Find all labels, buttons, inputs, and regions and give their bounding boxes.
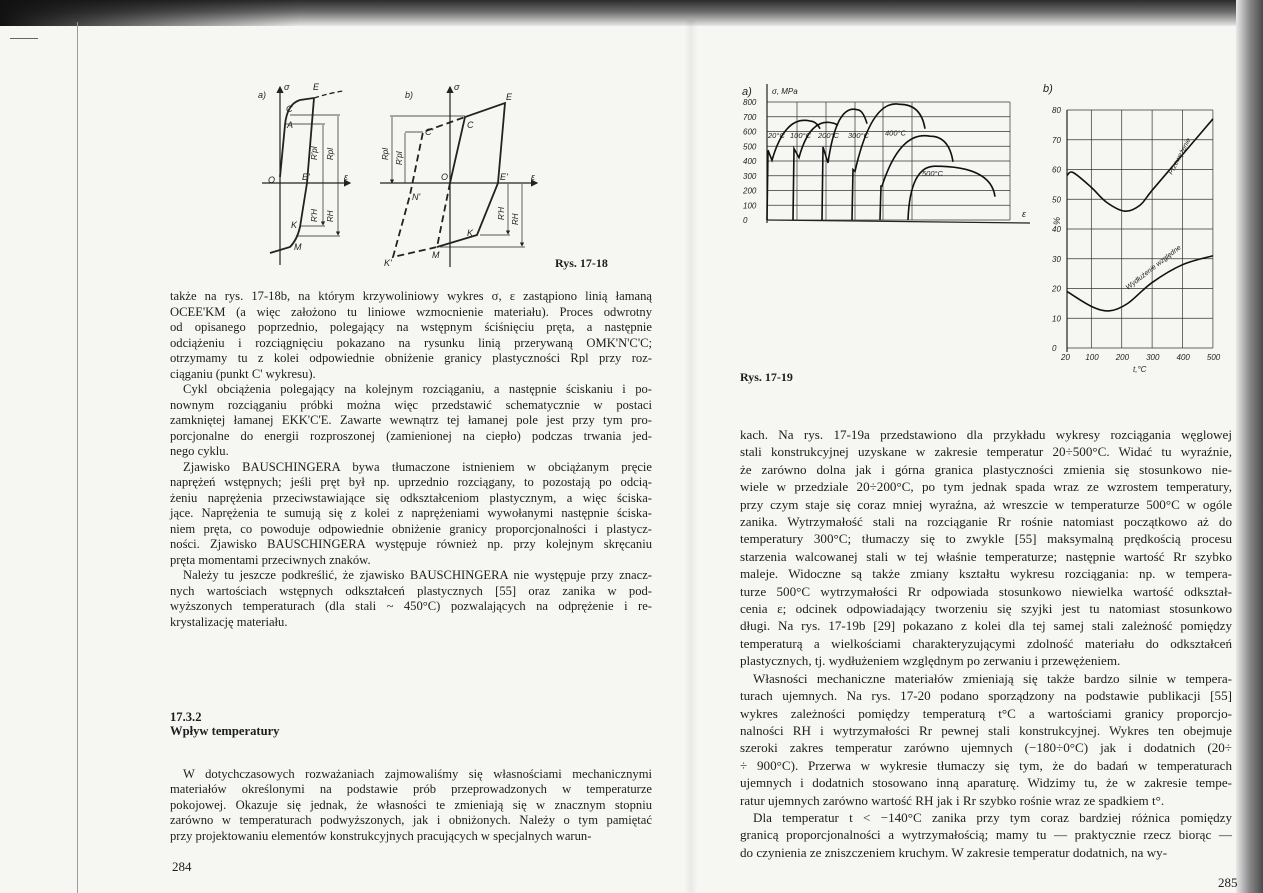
text-line: stali konstrukcyjnej uzyskane w zakresie temperatur 20÷500°C. Widać tu wyraźnie, xyxy=(740,444,1232,460)
label-E-prime: E' xyxy=(302,172,310,182)
text-line: krystalizację materiału. xyxy=(170,614,288,629)
curve-label: 500°C xyxy=(922,168,943,178)
text-line: przy projektowaniu elementów konstrukcyjnych pracujących w specjalnych warun- xyxy=(170,828,592,843)
label-rh-prime-b: R'H xyxy=(497,206,506,220)
text-line: Należy tu jeszcze podkreślić, że zjawisko BAUSCHINGERA nie występuje przy znacz- xyxy=(183,568,652,582)
label-epsilon: ε xyxy=(344,172,348,182)
left-page-section-body xyxy=(170,767,652,844)
label-C-b: C xyxy=(467,120,474,130)
y-tick-label-a: 600 xyxy=(743,127,757,137)
text-line: porcjonalne do energii rozproszonej (zamienionej na ciepło) podczas trwania jed- xyxy=(170,428,652,443)
label-rpl: Rpl xyxy=(326,147,335,160)
y-axis-label-b: % xyxy=(1052,216,1062,225)
y-tick-label-b: 60 xyxy=(1052,165,1061,175)
label-K: K xyxy=(291,220,298,230)
y-tick-label-a: 400 xyxy=(743,157,757,166)
text-line: wykres zależności pomiędzy temperaturą t°C a wartościami granicy proporcjo- xyxy=(740,705,1232,721)
text-line: Cykl obciążenia polegający na kolejnym rozciąganiu, a następnie ściskaniu i po- xyxy=(183,382,652,396)
label-rpl-b: Rpl xyxy=(381,147,390,160)
y-tick-label-b: 20 xyxy=(1052,284,1061,294)
figure-caption-17-19: Rys. 17-19 xyxy=(740,370,793,384)
text-line: wiele w przedziale 20÷200°C, po tym jednak spada wraz ze wzrostem temperatury, xyxy=(740,479,1232,495)
text-line: granicą proporcjonalności a wytrzymałością; mamy tu — praktycznie rzecz biorąc — xyxy=(740,827,1232,843)
text-line: ÷ 900°C). Przerwa w wykresie tłumaczy się tym, że do badań w temperaturach xyxy=(740,757,1232,773)
stress-strain-curve xyxy=(852,104,925,220)
y-tick-label-a: 0 xyxy=(743,216,748,225)
text-line: wyższonych temperaturach (dla stali ~ 450°C) pozwalających na odprężenie i re- xyxy=(170,599,652,613)
y-tick-label-b: 10 xyxy=(1052,314,1061,324)
label-A: A xyxy=(287,120,294,130)
y-tick-label-b: 50 xyxy=(1052,195,1061,205)
x-tick-label-b: 300 xyxy=(1146,353,1160,362)
text-line: OCEE'KM (a więc założono tu liniowe wzmocnienie materiału). Proces odwrotny xyxy=(170,304,652,319)
text-line: zanika. Wytrzymałość stali na rozciąganie Rr rośnie natomiast początkowo aż do xyxy=(740,514,1232,530)
curve-label: 300°C xyxy=(848,131,869,141)
text-line: ności. Zjawisko BAUSCHINGERA występuje również np. przy kolejnym skręcaniu xyxy=(170,537,652,551)
label-E-prime-b: E' xyxy=(500,172,508,182)
figure-caption-17-18: Rys. 17-18 xyxy=(555,256,608,270)
label-O-b: O xyxy=(441,172,449,182)
curve-label-wydluzenie: Wydłużenie względne xyxy=(1124,244,1183,292)
text-line: kach. Na rys. 17-19a przedstawiono dla przykładu wykresy rozciągania węglowej xyxy=(740,427,1232,442)
text-line: jące. Naprężenia te sumują się z kolei z naprężeniami wywołanymi następnie ściska- xyxy=(170,506,652,520)
text-line: nych wartościach wstępnych odkształceń plastycznych [55] oraz zanika w pod- xyxy=(170,583,652,598)
text-line: przy czym staje się coraz mniej wyraźna, aż wreszcie w temperaturze 500°C w ogóle xyxy=(740,496,1232,512)
y-axis-label-a: σ, MPa xyxy=(772,87,798,96)
text-line: długi. Na rys. 17-19b [29] pokazano z kolei dla tej samej stali zależność pomiędzy xyxy=(740,618,1232,634)
x-tick-label-b: 500 xyxy=(1206,353,1221,362)
label-sigma-b: σ xyxy=(454,82,460,92)
label-M-b: M xyxy=(432,250,440,260)
text-line: ciąganiu (punkt C' wykresu). xyxy=(170,366,316,381)
label-E-b: E xyxy=(506,92,513,102)
text-line: materiałów określonymi na podstawie prób przeprowadzonych w temperaturze xyxy=(170,782,652,797)
text-line: plastycznych, tj. wydłużeniem względnym po zerwaniu i przewężeniem. xyxy=(740,653,1121,669)
panel-label-b: b) xyxy=(405,90,414,100)
page-number-right: 285 xyxy=(1218,875,1238,890)
left-page-body xyxy=(170,289,652,630)
section-number: 17.3.2 xyxy=(170,710,202,724)
x-tick-label-b: 200 xyxy=(1115,353,1130,362)
reduction-of-area-curve xyxy=(1067,119,1213,211)
curve-label: 200°C xyxy=(818,131,839,141)
label-C: C xyxy=(286,104,293,114)
text-line: do czynienia ze zniszczeniem kruchym. W zakresie temperatur dodatnich, na wy- xyxy=(740,844,1168,860)
text-line: że zarówno dolna jak i górna granica plastyczności zmienia się stosunkowo nie- xyxy=(740,461,1232,477)
chart-a-title: a) xyxy=(742,86,752,98)
x-tick-label-b: 400 xyxy=(1176,353,1190,362)
text-line: odciążeniu i rozciągnięciu pokazano na rysunku linią przerywaną OMK'N'C'C; xyxy=(170,335,652,350)
label-rpl-prime: R'pl xyxy=(310,146,319,160)
label-E: E xyxy=(313,82,320,92)
section-title: Wpływ temperatury xyxy=(170,724,280,738)
text-line: zarówno w temperaturach podwyższonych, jak i obniżonych. Należy o tym pamiętać xyxy=(170,813,652,828)
y-tick-label-a: 800 xyxy=(743,98,757,107)
x-axis-label-b: t,°C xyxy=(1133,365,1147,374)
curve-label: 400°C xyxy=(885,128,906,138)
text-line: żeniu naprężenia przeciwstawiające się odkształceniom plastycznym, a więc ściska- xyxy=(170,490,652,505)
x-axis-a xyxy=(767,220,1030,223)
page-number-left: 284 xyxy=(172,859,192,874)
text-line: pokojowej. Okazuje się jednak, że własności te zmieniają się w znacznym stopniu xyxy=(170,797,652,812)
y-tick-label-b: 40 xyxy=(1052,225,1061,234)
text-line: ujemnych i dodatnich stosowano inną aparaturę. Widzimy tu, że w zakresie tempe- xyxy=(740,775,1232,791)
label-rh-prime: R'H xyxy=(310,208,319,222)
y-tick-label-a: 300 xyxy=(743,171,757,181)
text-line: nownym rozciąganiu próbki można więc przedstawić schematycznie w postaci xyxy=(170,397,652,412)
y-tick-label-a: 200 xyxy=(743,186,757,196)
label-O: O xyxy=(268,175,276,185)
y-tick-label-b: 70 xyxy=(1052,135,1061,145)
text-line: starzenia walcowanej stali w tej właśnie temperaturze; następnie wartość Rr szybko xyxy=(740,548,1232,564)
y-tick-label-b: 80 xyxy=(1052,106,1061,115)
label-M: M xyxy=(294,242,302,252)
text-line: Dla temperatur t < −140°C zanika przy tym coraz bardziej różnica pomiędzy xyxy=(753,809,1232,825)
text-line: Własności mechaniczne materiałów zmieniają się także bardzo silnie w tempera- xyxy=(753,670,1232,686)
label-K-prime: K' xyxy=(384,258,392,268)
label-rh: RH xyxy=(326,210,335,222)
text-line: nalności RH i wytrzymałości Rr pewnej stali konstrukcyjnej. Wykres ten obejmuje xyxy=(740,722,1232,738)
right-page-body xyxy=(740,426,1232,861)
y-tick-label-a: 100 xyxy=(743,201,757,211)
y-tick-label-a: 500 xyxy=(743,142,757,152)
label-rpl-prime-b: R'pl xyxy=(395,151,404,165)
label-rh-b: RH xyxy=(511,213,520,225)
curve-label-przewezenie: Przewężenie xyxy=(1167,137,1193,176)
stress-strain-curve xyxy=(822,109,867,220)
curve-label: 100°C xyxy=(790,131,811,141)
text-line: cenia ε; odcinek odpowiadający tworzeniu się szyjki jest tu natomiast stosunkowo xyxy=(740,601,1232,617)
text-line: pręta momentami przeciwnych znaków. xyxy=(170,552,371,567)
x-tick-label-b: 20 xyxy=(1061,353,1070,362)
y-tick-label-a: 700 xyxy=(743,112,757,122)
text-line: turach ujemnych. Na rys. 17-20 podano sporządzony na podstawie publikacji [55] xyxy=(740,688,1232,704)
text-line: temperaturą a wielkościami charakteryzującymi zdolność materiału do odkształceń xyxy=(740,635,1232,651)
text-line: od opisanego poprzednio, polegający na wstępnym ściśnięciu pręta, a następnie xyxy=(170,320,652,334)
y-tick-label-b: 0 xyxy=(1052,344,1057,353)
panel-label-a: a) xyxy=(258,90,267,100)
text-line: zamkniętej łamanej EKK'C'E. Zawarte wewnątrz tej łamanej pole jest przy tym pro- xyxy=(170,413,652,427)
text-line: otrzymamy tu z kolei odpowiednie obniżenie granicy plastyczności Rpl przy roz- xyxy=(170,351,652,365)
text-line: nego cyklu. xyxy=(170,444,229,458)
label-C-prime: C' xyxy=(425,127,434,137)
curve-label: 20°C xyxy=(768,131,785,141)
text-line: także na rys. 17-18b, na którym krzywoliniowy wykres σ, ε zastąpiono linią łamaną xyxy=(170,289,652,303)
x-tick-label-b: 100 xyxy=(1085,353,1099,362)
text-line: szeroki zakres temperatur zarówno ujemnych (−180÷0°C) jak i dodatnich (20÷ xyxy=(740,740,1232,756)
label-K-b: K xyxy=(467,228,474,238)
text-line: Zjawisko BAUSCHINGERA bywa tłumaczone istnieniem w obciążanym pręcie xyxy=(183,459,652,474)
label-N-prime: N' xyxy=(412,192,421,202)
text-line: turze 500°C wytrzymałości Rr odpowiada stosunkowo niewielka wartość odkształ- xyxy=(740,583,1232,599)
text-line: niem pręta, co powoduje odpowiednie obniżenie granicy proporcjonalności i plastycz- xyxy=(170,521,652,536)
text-line: W dotychczasowych rozważaniach zajmowaliśmy się własnościami mechanicznymi xyxy=(183,767,652,781)
text-line: temperatury 300°C; tłumaczy się to zwykle [55] maksymalną prędkością procesu xyxy=(740,531,1232,547)
chart-b-title: b) xyxy=(1043,83,1053,95)
text-line: ratur ujemnych zarówno wartość RH jak i Rr szybko rośnie wraz ze spadkiem t°. xyxy=(740,792,1165,808)
label-epsilon-b: ε xyxy=(531,172,535,182)
label-sigma: σ xyxy=(284,82,290,92)
y-tick-label-b: 30 xyxy=(1052,254,1061,264)
text-line: maleje. Widoczne są także zmiany kształtu wykresu rozciągania: np. w tempera- xyxy=(740,566,1232,582)
x-axis-label-a: ε xyxy=(1022,209,1026,219)
elongation-curve xyxy=(1067,256,1213,311)
text-line: naprężeń wstępnych; jeśli pręt był np. uprzednio rozciągany, to pozostają po odcią- xyxy=(170,475,652,489)
